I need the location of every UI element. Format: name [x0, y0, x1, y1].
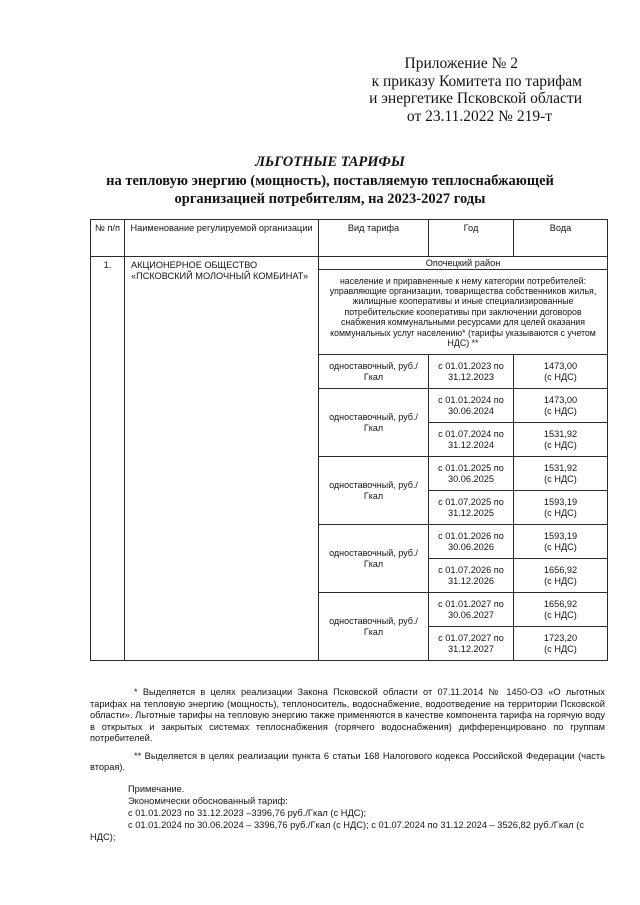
tariff-value-cell: [514, 423, 608, 457]
tariff-table: [90, 219, 608, 661]
period-cell: с 01.01.2026 по 30.06.2026: [429, 525, 514, 559]
footnotes: [90, 687, 605, 774]
period-cell: с 01.01.2023 по 31.12.2023: [429, 355, 514, 389]
remark-line-1: с 01.01.2023 по 31.12.2023 –3396,76 руб./Гкал (с НДС);: [128, 808, 367, 818]
vat-label: (с НДС): [544, 575, 577, 586]
tariff-value: 1593,19: [543, 496, 578, 507]
tariff-type-cell: одноставочный, руб./Гкал: [319, 525, 429, 593]
tariff-value: 1656,92: [543, 564, 578, 575]
title-subtitle-1: на тепловую энергию (мощность), поставляемую теплоснабжающей: [106, 172, 554, 189]
vat-label: (с НДС): [544, 609, 577, 620]
tariff-value: 1473,00: [543, 360, 578, 371]
row-number: 1.: [91, 257, 125, 661]
vat-label: (с НДС): [544, 507, 577, 518]
tariff-value-cell: [514, 627, 608, 661]
vat-label: (с НДС): [544, 473, 577, 484]
period-cell: с 01.07.2027 по 31.12.2027: [429, 627, 514, 661]
appendix-date-line: от 23.11.2022 № 219-т: [406, 107, 552, 125]
vat-label: (с НДС): [544, 371, 577, 382]
tariff-value-cell: [514, 355, 608, 389]
footnote-1: * Выделяется в целях реализации Закона Псковской области от 07.11.2014 № 1450-ОЗ «О льготных тарифах на тепловую энергию (мощность), теплоноситель, водоснабжение, водоотведение на территории Псковской области». Льготные тарифы на тепловую энергию также применяются в качестве компонента тарифа на горячую воду в открытых и закрытых системах теплоснабжения (горячего водоснабжения) дифференцировано по группам потребителей.: [90, 687, 605, 743]
tariff-value-cell: [514, 457, 608, 491]
tariff-value-cell: [514, 525, 608, 559]
tariff-type-cell: одноставочный, руб./Гкал: [319, 457, 429, 525]
remark-line-2: с 01.01.2024 по 30.06.2024 – 3396,76 руб./Гкал (с НДС); с 01.07.2024 по 31.12.2024 – 3526,82 руб./Гкал (с НДС);: [90, 820, 585, 842]
vat-label: (с НДС): [544, 439, 577, 450]
tariff-value: 1656,92: [543, 598, 578, 609]
tariff-value-cell: [514, 491, 608, 525]
vat-label: (с НДС): [544, 405, 577, 416]
tariff-type-cell: одноставочный, руб./Гкал: [319, 389, 429, 457]
tariff-value-cell: [514, 389, 608, 423]
period-cell: с 01.01.2024 по 30.06.2024: [429, 389, 514, 423]
tariff-value: 1531,92: [543, 428, 578, 439]
remark-heading: Примечание.: [128, 784, 185, 794]
period-cell: с 01.07.2025 по 31.12.2025: [429, 491, 514, 525]
footnote-2: ** Выделяется в целях реализации пункта 6 статьи 168 Налогового кодекса Российской Федерации (часть вторая).: [90, 750, 605, 772]
period-cell: с 01.07.2026 по 31.12.2026: [429, 559, 514, 593]
period-cell: с 01.07.2024 по 31.12.2024: [429, 423, 514, 457]
appendix-order-line: к приказу Комитета по тарифам: [371, 72, 582, 90]
appendix-number: Приложение № 2: [404, 55, 518, 72]
appendix-committee-line: и энергетике Псковской области: [369, 90, 582, 107]
vat-label: (с НДС): [544, 541, 577, 552]
remark-subheading: Экономически обоснованный тариф:: [128, 796, 288, 806]
tariff-value-cell: [514, 559, 608, 593]
document-title: [90, 153, 570, 209]
title-main: ЛЬГОТНЫЕ ТАРИФЫ: [255, 154, 405, 170]
remark-section: [90, 783, 610, 843]
header-organization: Наименование регулируемой организации: [125, 220, 319, 257]
organization-name: АКЦИОНЕРНОЕ ОБЩЕСТВО «ПСКОВСКИЙ МОЛОЧНЫЙ КОМБИНАТ»: [125, 257, 319, 661]
period-cell: с 01.01.2027 по 30.06.2027: [429, 593, 514, 627]
tariff-value: 1531,92: [543, 462, 578, 473]
header-year: Год: [429, 220, 514, 257]
tariff-type-cell: одноставочный, руб./Гкал: [319, 355, 429, 389]
consumer-category: население и приравненные к нему категории потребителей: управляющие организации, товарищества собственников жилья, жилищные кооперативы и иные специализированные потребительские кооперативы при заключении договоров снабжения коммунальными ресурсами для целей оказания коммунальных услуг населению* (тарифы указываются с учетом НДС) **: [319, 270, 608, 355]
tariff-type-cell: одноставочный, руб./Гкал: [319, 593, 429, 661]
header-tariff-type: Вид тарифа: [319, 220, 429, 257]
header-water: Вода: [514, 220, 608, 257]
district-name: Опочецкий район: [319, 257, 608, 270]
tariff-value: 1593,19: [543, 530, 578, 541]
period-cell: с 01.01.2025 по 30.06.2025: [429, 457, 514, 491]
tariff-value: 1473,00: [543, 394, 578, 405]
tariff-value: 1723,20: [543, 632, 578, 643]
appendix-reference: [300, 55, 582, 125]
title-subtitle-2: организацией потребителям, на 2023-2027 годы: [174, 191, 486, 207]
header-number: № п/п: [91, 220, 125, 257]
vat-label: (с НДС): [544, 643, 577, 654]
tariff-value-cell: [514, 593, 608, 627]
